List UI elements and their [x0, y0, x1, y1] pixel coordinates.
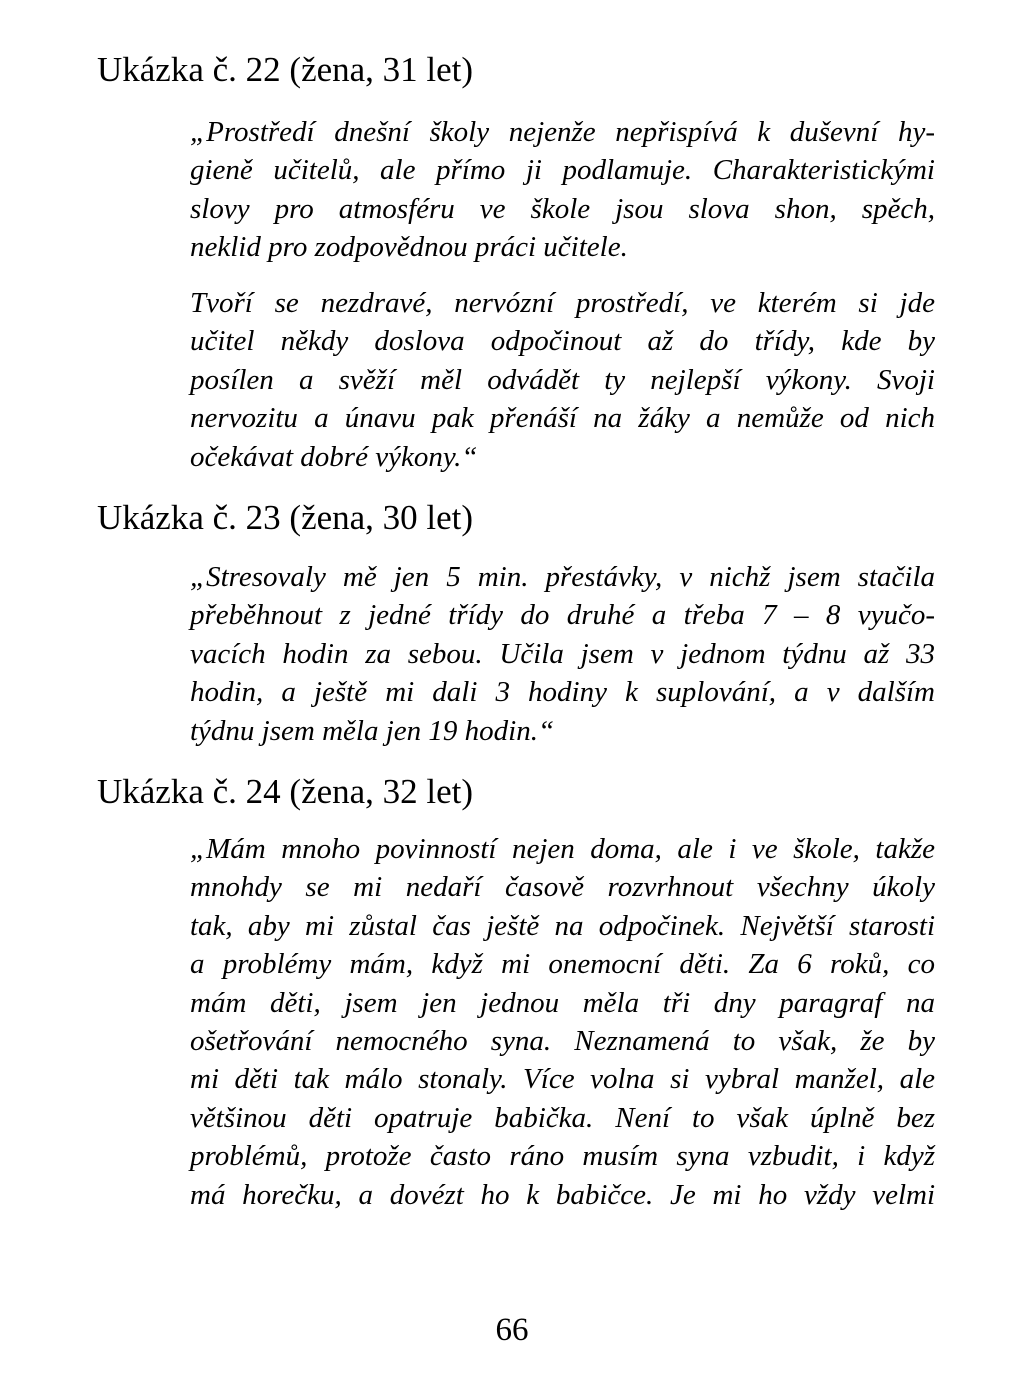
text-line: slovy pro atmosféru ve škole jsou slova shon, spěch, — [190, 192, 935, 225]
text-line: vacích hodin za sebou. Učila jsem v jednom týdnu až 33 — [190, 637, 935, 670]
text-line: přeběhnout z jedné třídy do druhé a třeba 7 – 8 vyučo- — [190, 599, 935, 632]
text-line: mnohdy se mi nedaří časově rozvrhnout všechny úkoly — [190, 871, 935, 904]
text-line: týdnu jsem měla jen 19 hodin.“ — [190, 714, 555, 747]
text-line: hodin, a ještě mi dali 3 hodiny k suplování, a v dalším — [190, 676, 935, 709]
text-line: problémů, protože často ráno musím syna vzbudit, i když — [190, 1140, 935, 1173]
sample-heading-24: Ukázka č. 24 (žena, 32 let) — [97, 772, 474, 811]
quote-24 — [190, 830, 935, 1214]
quote-23 — [190, 558, 935, 750]
quote-22-paragraph-2 — [190, 284, 935, 476]
text-line: gieně učitelů, ale přímo ji podlamuje. Charakteristickými — [190, 154, 935, 187]
text-line: „Prostředí dnešní školy nejenže nepřispívá k duševní hy- — [190, 116, 935, 148]
text-line: učitel někdy doslova odpočinout až do třídy, kde by — [190, 325, 935, 358]
text-line: neklid pro zodpovědnou práci učitele. — [190, 231, 628, 264]
text-line: nervozitu a únavu pak přenáší na žáky a nemůže od nich — [190, 402, 935, 435]
text-line: posílen a svěží měl odvádět ty nejlepší výkony. Svoji — [190, 363, 935, 396]
page-number: 66 — [495, 1312, 529, 1348]
text-line: a problémy mám, když mi onemocní děti. Za 6 roků, co — [190, 948, 935, 981]
text-line: ošetřování nemocného syna. Neznamená to však, že by — [190, 1025, 935, 1058]
text-line: mám děti, jsem jen jednou měla tři dny paragraf na — [190, 986, 935, 1019]
text-line: „Stresovaly mě jen 5 min. přestávky, v nichž jsem stačila — [190, 561, 935, 593]
text-line: očekávat dobré výkony.“ — [190, 440, 478, 473]
quote-22-paragraph-1 — [190, 113, 935, 267]
sample-heading-23: Ukázka č. 23 (žena, 30 let) — [97, 498, 474, 537]
text-line: „Mám mnoho povinností nejen doma, ale i ve škole, takže — [190, 833, 935, 865]
text-line: mi děti tak málo stonaly. Více volna si vybral manžel, ale — [190, 1063, 935, 1096]
text-line: většinou děti opatruje babička. Není to však úplně bez — [190, 1101, 935, 1134]
sample-heading-22: Ukázka č. 22 (žena, 31 let) — [97, 50, 474, 89]
text-line: Tvoří se nezdravé, nervózní prostředí, ve kterém si jde — [190, 287, 935, 319]
text-line: má horečku, a dovézt ho k babičce. Je mi ho vždy velmi — [190, 1178, 935, 1211]
text-line: tak, aby mi zůstal čas ještě na odpočinek. Největší starosti — [190, 909, 935, 942]
